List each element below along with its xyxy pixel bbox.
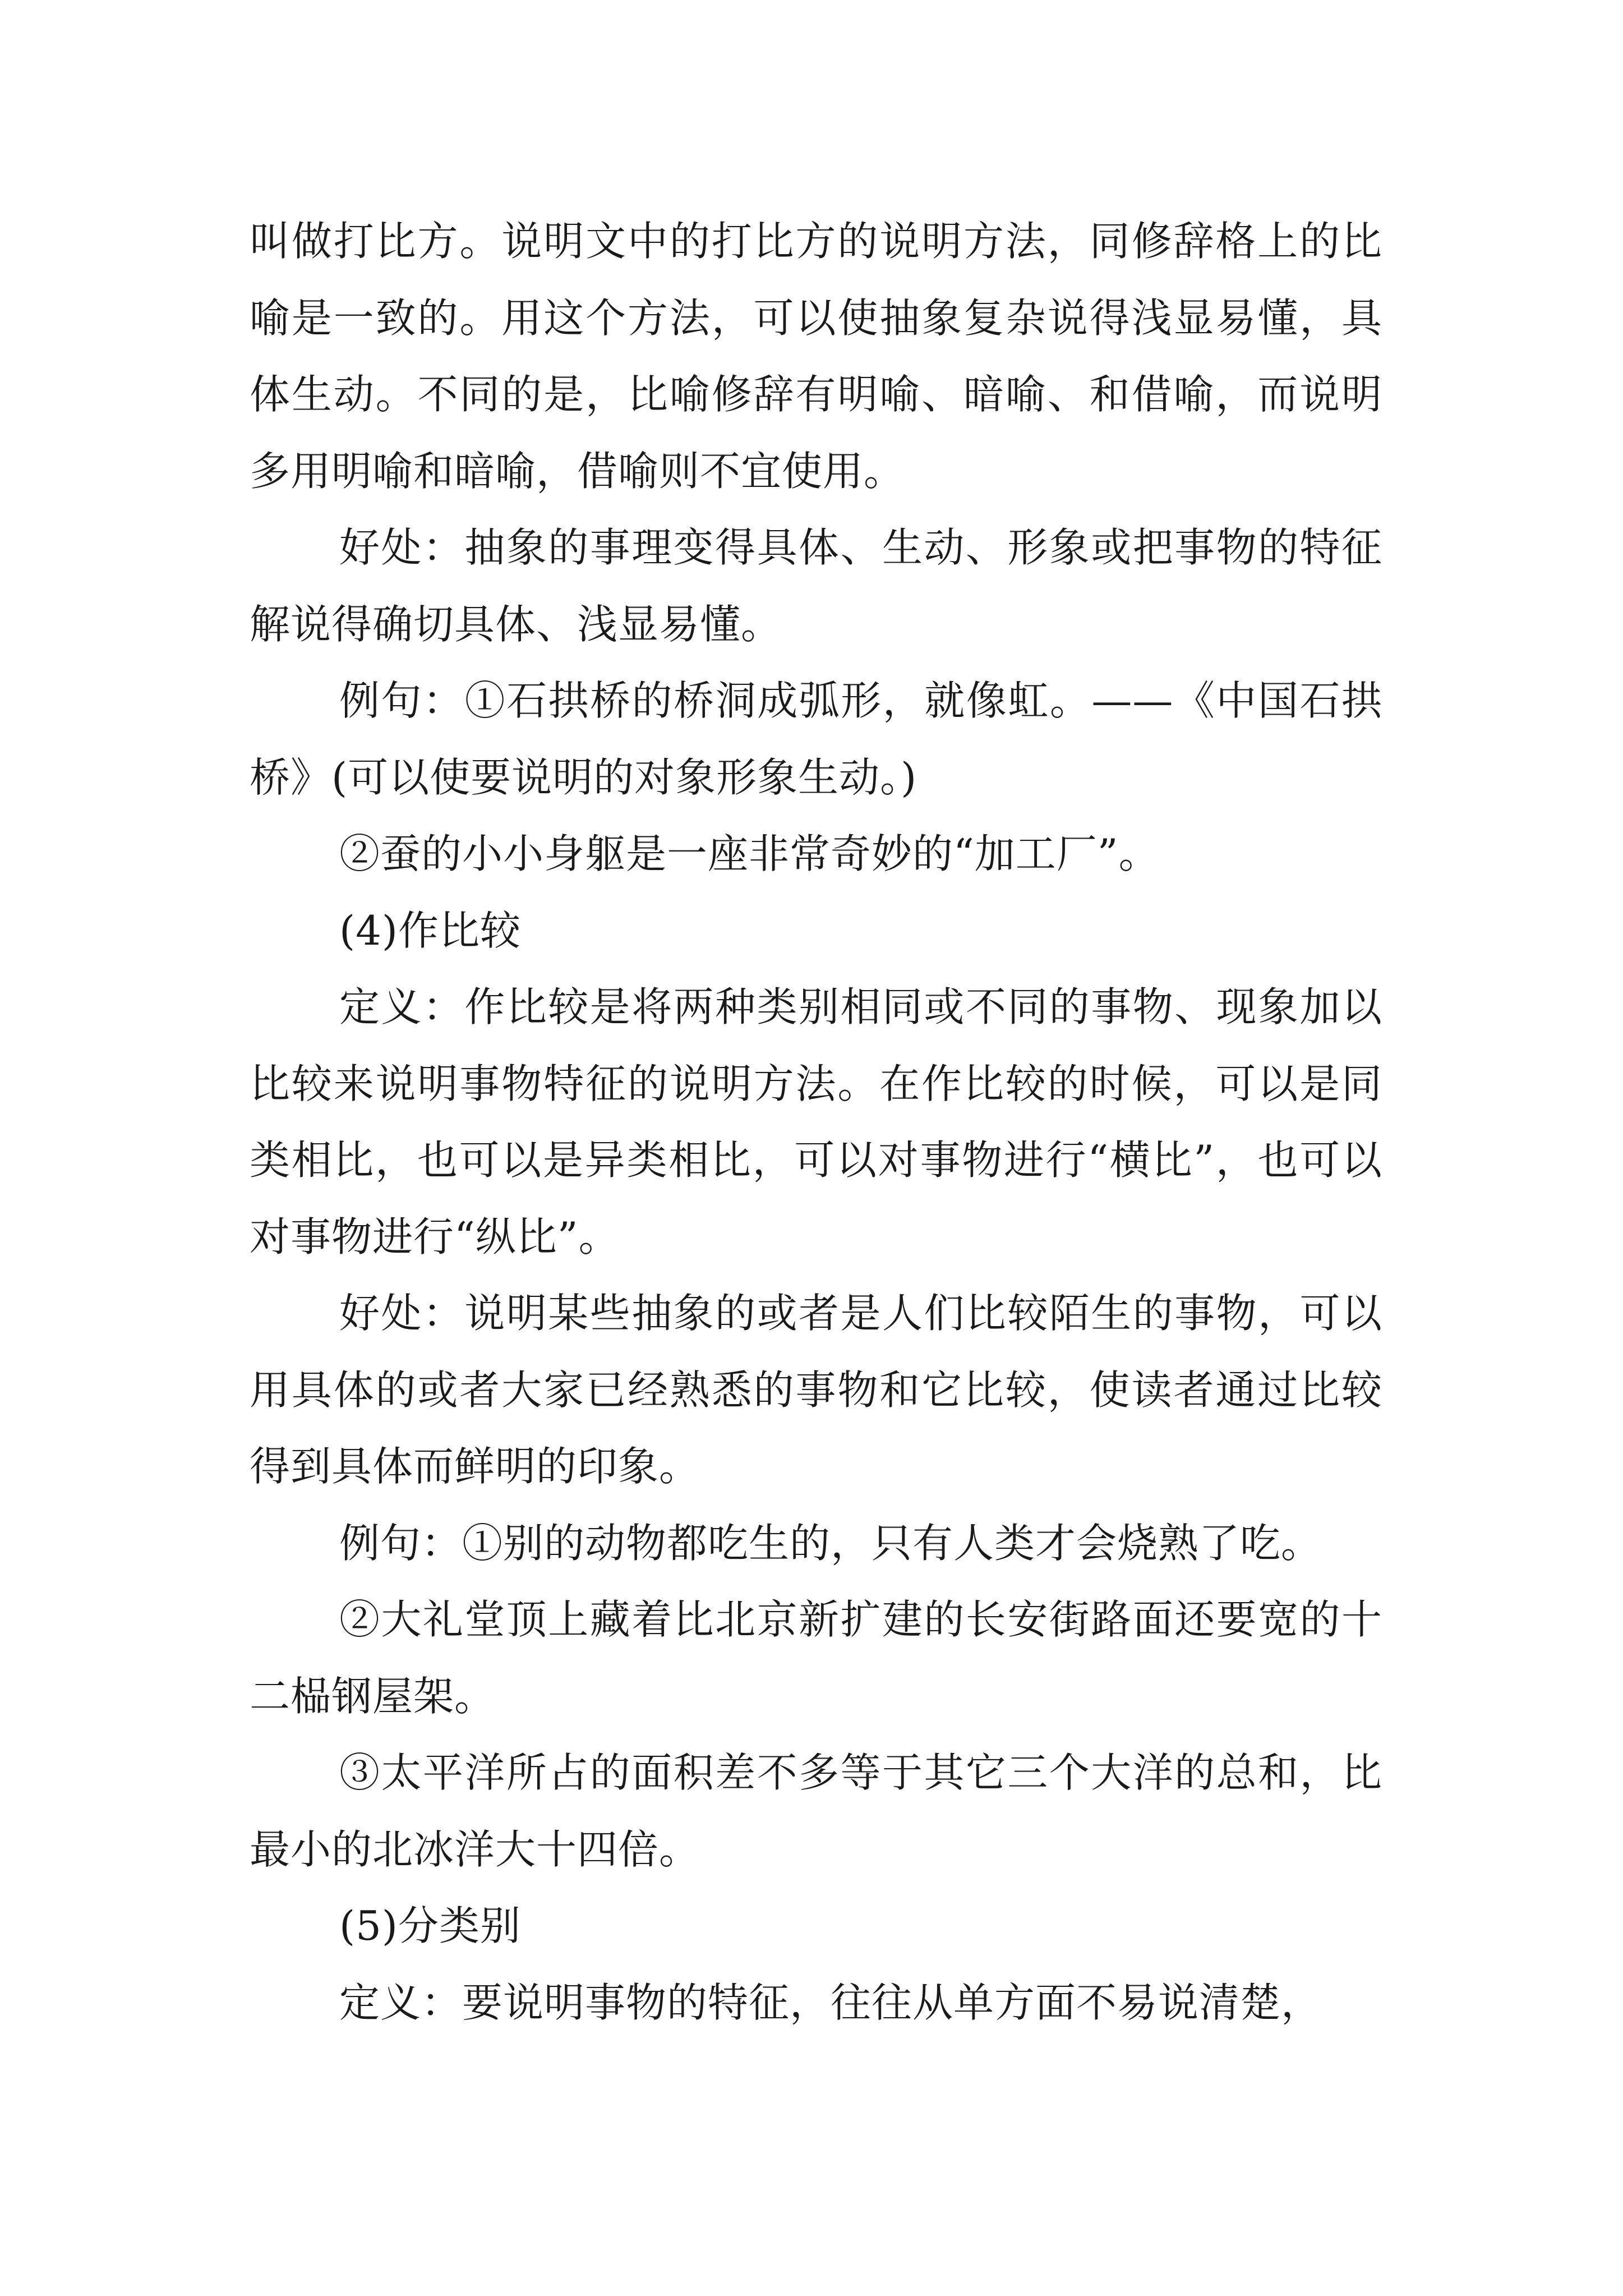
section-heading-classification: (5)分类别 bbox=[339, 1902, 521, 1949]
paragraph-metaphor-benefit: 好处：抽象的事理变得具体、生动、形象或把事物的特征解说得确切具体、浅显易懂。 bbox=[250, 524, 1382, 648]
paragraph-metaphor-definition: 叫做打比方。说明文中的打比方的说明方法，同修辞格上的比喻是一致的。用这个方法，可以使抽象复杂说得浅显易懂，具体生动。不同的是，比喻修辞有明喻、暗喻、和借喻，而说明多用明喻和暗喻，借喻则不宜使用。 bbox=[250, 218, 1382, 495]
paragraph-classification-definition: 定义：要说明事物的特征，往往从单方面不易说清楚， bbox=[339, 1978, 1322, 2026]
paragraph-comparison-definition: 定义：作比较是将两种类别相同或不同的事物、现象加以比较来说明事物特征的说明方法。在作比较的时候，可以是同类相比，也可以是异类相比，可以对事物进行“横比”，也可以对事物进行“纵比”。 bbox=[250, 983, 1382, 1260]
paragraph-comparison-example-3: ③太平洋所占的面积差不多等于其它三个大洋的总和，比最小的北冰洋大十四倍。 bbox=[250, 1749, 1382, 1873]
paragraph-metaphor-example-1: 例句：①石拱桥的桥洞成弧形，就像虹。——《中国石拱桥》(可以使要说明的对象形象生动。) bbox=[250, 677, 1382, 801]
section-heading-comparison: (4)作比较 bbox=[339, 907, 521, 954]
paragraph-metaphor-example-2: ②蚕的小小身躯是一座非常奇妙的“加工厂”。 bbox=[339, 830, 1160, 877]
document-body bbox=[250, 203, 1382, 2041]
paragraph-comparison-benefit: 好处：说明某些抽象的或者是人们比较陌生的事物，可以用具体的或者大家已经熟悉的事物和它比较，使读者通过比较得到具体而鲜明的印象。 bbox=[250, 1290, 1382, 1490]
paragraph-comparison-example-1: 例句：①别的动物都吃生的，只有人类才会烧熟了吃。 bbox=[339, 1519, 1322, 1567]
paragraph-comparison-example-2: ②大礼堂顶上藏着比北京新扩建的长安街路面还要宽的十二榀钢屋架。 bbox=[250, 1596, 1382, 1720]
